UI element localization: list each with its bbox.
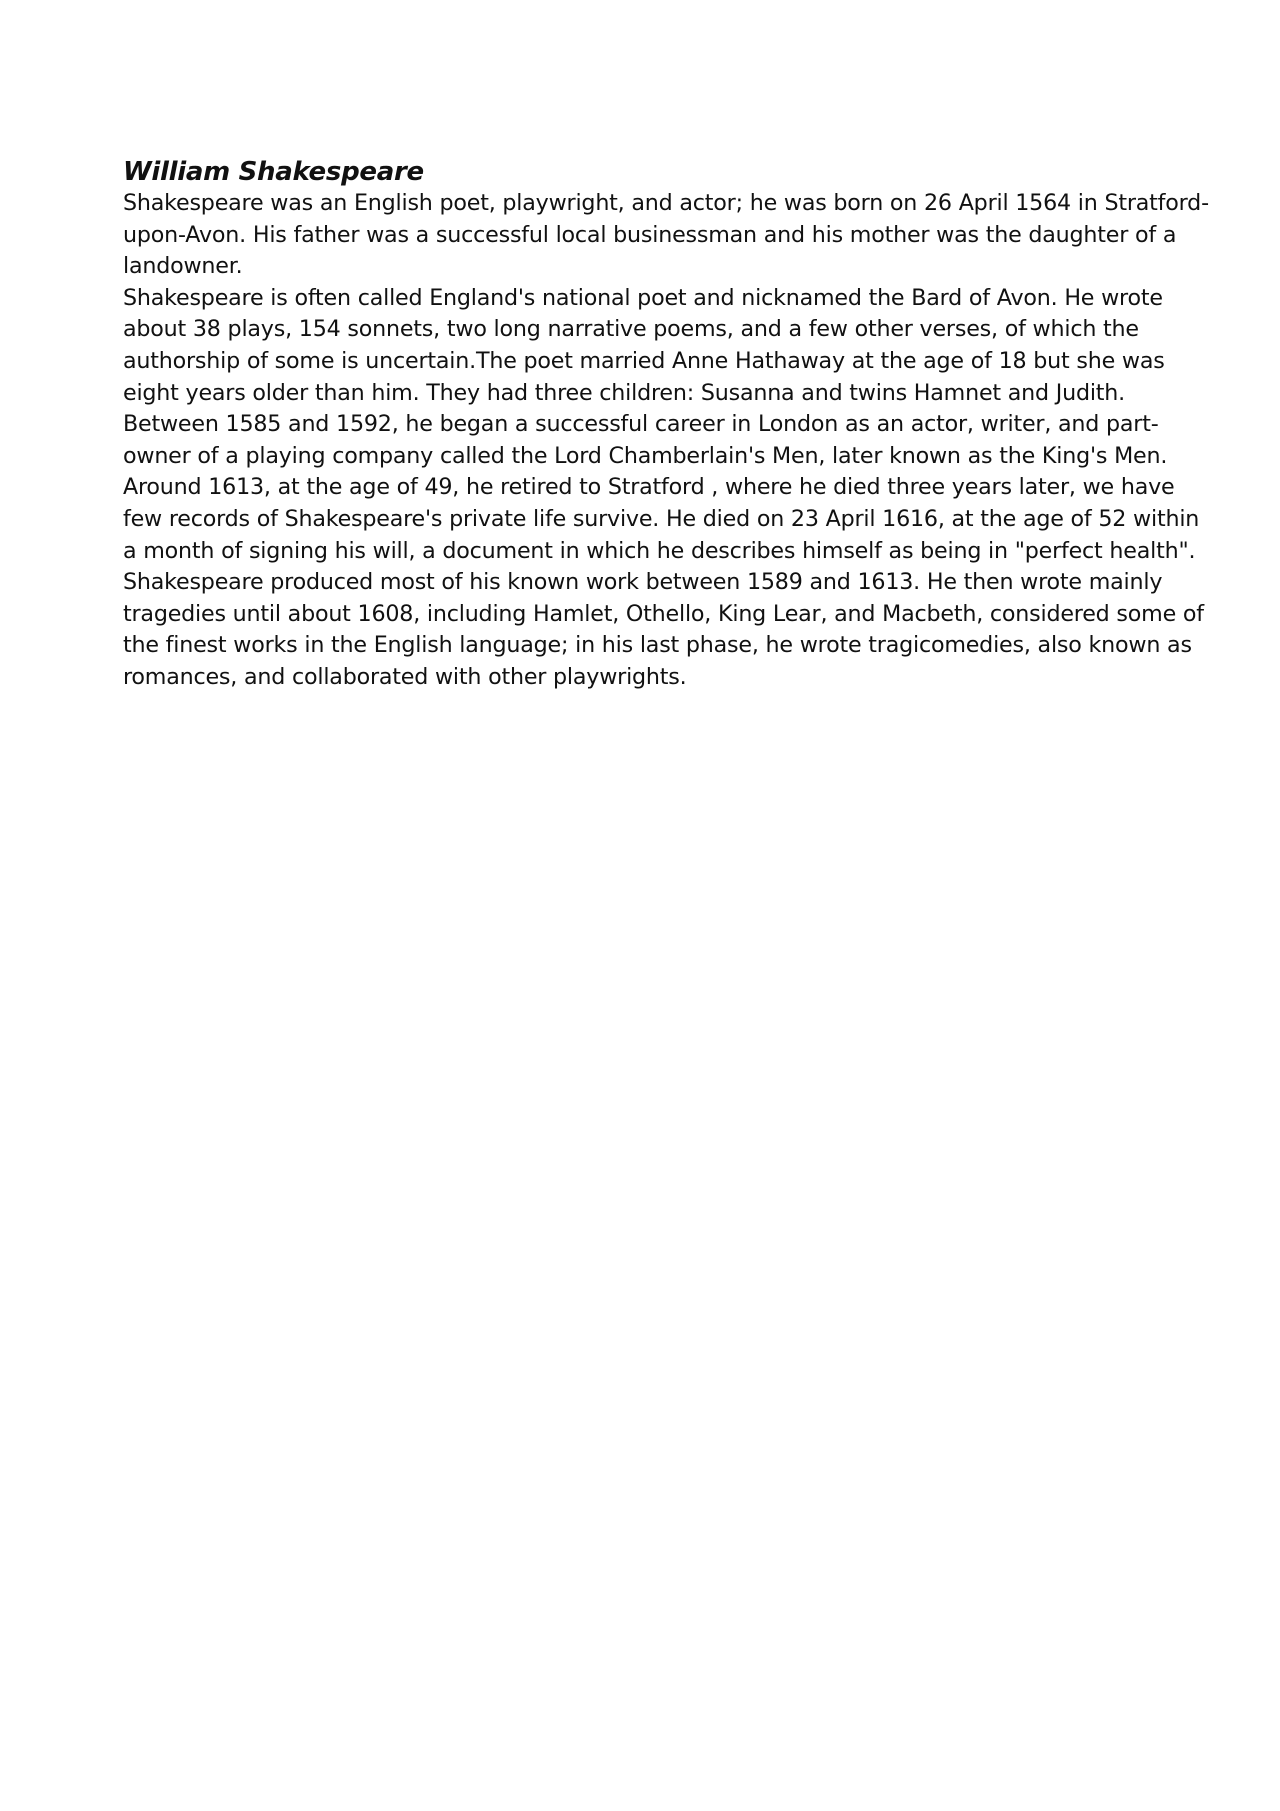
body-line: Shakespeare produced most of his known work between 1589 and 1613. He then wrote mainly xyxy=(123,569,1163,596)
document-content xyxy=(123,156,1209,694)
body-line: landowner. xyxy=(123,253,243,280)
body-line: few records of Shakespeare's private life survive. He died on 23 April 1616, at the age of 52 within xyxy=(123,505,1200,532)
body-line: owner of a playing company called the Lord Chamberlain's Men, later known as the King's Men. xyxy=(123,442,1168,469)
body-line: the finest works in the English language; in his last phase, he wrote tragicomedies, also known as xyxy=(123,632,1192,659)
body-line: Shakespeare is often called England's national poet and nicknamed the Bard of Avon. He wrote xyxy=(123,284,1163,311)
body-line: tragedies until about 1608, including Hamlet, Othello, King Lear, and Macbeth, considered some of xyxy=(123,600,1204,627)
document-body xyxy=(123,188,1209,694)
document-title: William Shakespeare xyxy=(123,157,424,187)
body-line: authorship of some is uncertain.The poet married Anne Hathaway at the age of 18 but she was xyxy=(123,347,1165,374)
body-line: a month of signing his will, a document in which he describes himself as being in "perfect health". xyxy=(123,537,1196,564)
body-line: about 38 plays, 154 sonnets, two long narrative poems, and a few other verses, of which the xyxy=(123,316,1139,343)
body-line: Between 1585 and 1592, he began a successful career in London as an actor, writer, and part- xyxy=(123,411,1159,438)
body-line: romances, and collaborated with other playwrights. xyxy=(123,663,687,690)
body-line: eight years older than him. They had three children: Susanna and twins Hamnet and Judith. xyxy=(123,379,1126,406)
body-line: Shakespeare was an English poet, playwright, and actor; he was born on 26 April 1564 in Stratford- xyxy=(123,190,1209,216)
body-line: Around 1613, at the age of 49, he retired to Stratford , where he died three years later, we have xyxy=(123,474,1175,501)
body-line: upon-Avon. His father was a successful local businessman and his mother was the daughter of a xyxy=(123,221,1177,248)
